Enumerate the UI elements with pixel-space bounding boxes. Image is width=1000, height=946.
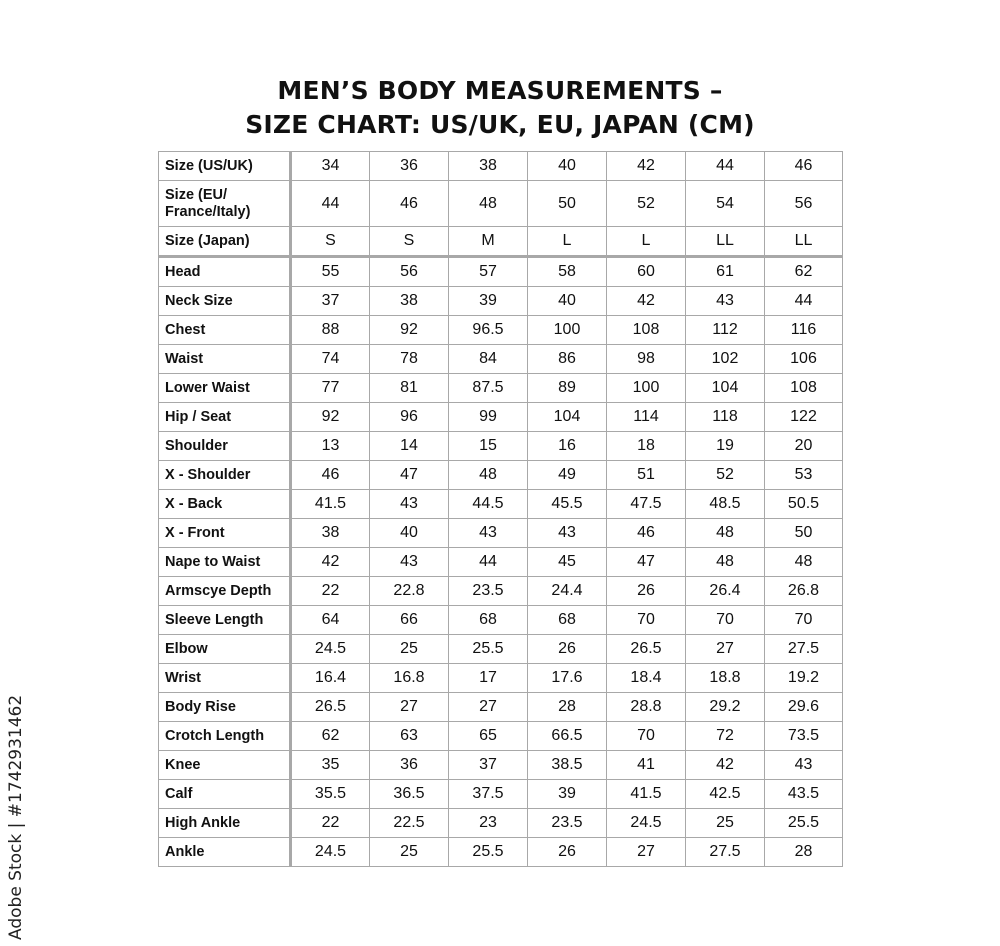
- table-cell: 27: [686, 635, 765, 664]
- table-cell: 19.2: [765, 664, 843, 693]
- table-cell: 96: [370, 403, 449, 432]
- table-cell: 27: [370, 693, 449, 722]
- row-label: Head: [159, 257, 291, 287]
- table-cell: 27.5: [765, 635, 843, 664]
- table-cell: 58: [528, 257, 607, 287]
- measurement-row: [159, 490, 843, 519]
- table-cell: 35.5: [291, 780, 370, 809]
- table-cell: 108: [765, 374, 843, 403]
- row-label: Calf: [159, 780, 291, 809]
- table-cell: L: [528, 227, 607, 257]
- table-cell: 48: [449, 461, 528, 490]
- table-cell: 24.5: [291, 635, 370, 664]
- table-cell: 16.8: [370, 664, 449, 693]
- measurement-row: [159, 316, 843, 345]
- table-cell: 36.5: [370, 780, 449, 809]
- table-cell: 72: [686, 722, 765, 751]
- table-cell: 63: [370, 722, 449, 751]
- table-cell: 64: [291, 606, 370, 635]
- row-label: High Ankle: [159, 809, 291, 838]
- size-chart-table: [158, 151, 843, 867]
- table-cell: 96.5: [449, 316, 528, 345]
- table-cell: 27: [449, 693, 528, 722]
- measurement-row: [159, 780, 843, 809]
- table-cell: 39: [528, 780, 607, 809]
- measurement-row: [159, 751, 843, 780]
- table-cell: 53: [765, 461, 843, 490]
- table-cell: 37.5: [449, 780, 528, 809]
- row-label: Size (Japan): [159, 227, 291, 257]
- table-cell: 56: [765, 181, 843, 227]
- table-cell: 49: [528, 461, 607, 490]
- table-cell: 43.5: [765, 780, 843, 809]
- table-cell: 29.2: [686, 693, 765, 722]
- table-cell: 57: [449, 257, 528, 287]
- table-cell: 38.5: [528, 751, 607, 780]
- table-cell: 38: [291, 519, 370, 548]
- row-label: Armscye Depth: [159, 577, 291, 606]
- size-row: [159, 227, 843, 257]
- table-cell: 50.5: [765, 490, 843, 519]
- table-cell: 87.5: [449, 374, 528, 403]
- measurement-row: [159, 345, 843, 374]
- table-cell: LL: [686, 227, 765, 257]
- table-cell: 37: [291, 287, 370, 316]
- measurement-row: [159, 257, 843, 287]
- table-cell: 116: [765, 316, 843, 345]
- table-cell: 39: [449, 287, 528, 316]
- table-cell: 48: [449, 181, 528, 227]
- measurement-row: [159, 635, 843, 664]
- measurement-row: [159, 577, 843, 606]
- table-cell: 25: [686, 809, 765, 838]
- table-cell: 19: [686, 432, 765, 461]
- table-cell: 40: [370, 519, 449, 548]
- table-cell: 50: [528, 181, 607, 227]
- table-cell: 28.8: [607, 693, 686, 722]
- table-cell: 43: [449, 519, 528, 548]
- row-label: X - Shoulder: [159, 461, 291, 490]
- table-cell: 92: [291, 403, 370, 432]
- table-cell: L: [607, 227, 686, 257]
- table-cell: 26.8: [765, 577, 843, 606]
- table-cell: 22: [291, 809, 370, 838]
- table-cell: 46: [291, 461, 370, 490]
- table-cell: 48: [686, 519, 765, 548]
- table-cell: 13: [291, 432, 370, 461]
- table-cell: 40: [528, 152, 607, 181]
- table-cell: 68: [528, 606, 607, 635]
- table-cell: 65: [449, 722, 528, 751]
- table-cell: 48: [765, 548, 843, 577]
- table-cell: 25: [370, 635, 449, 664]
- table-cell: 112: [686, 316, 765, 345]
- table-cell: 25.5: [449, 838, 528, 867]
- table-cell: 26: [607, 577, 686, 606]
- row-label: X - Front: [159, 519, 291, 548]
- row-label: Hip / Seat: [159, 403, 291, 432]
- table-cell: 102: [686, 345, 765, 374]
- table-cell: 74: [291, 345, 370, 374]
- table-cell: S: [291, 227, 370, 257]
- table-cell: 40: [528, 287, 607, 316]
- table-cell: 26.5: [291, 693, 370, 722]
- table-cell: 51: [607, 461, 686, 490]
- row-label: Body Rise: [159, 693, 291, 722]
- table-cell: 78: [370, 345, 449, 374]
- measurement-row: [159, 432, 843, 461]
- table-cell: 118: [686, 403, 765, 432]
- table-cell: 43: [686, 287, 765, 316]
- table-cell: 23: [449, 809, 528, 838]
- table-cell: 70: [765, 606, 843, 635]
- row-label: Sleeve Length: [159, 606, 291, 635]
- table-cell: 42: [607, 287, 686, 316]
- table-cell: 55: [291, 257, 370, 287]
- table-cell: 52: [607, 181, 686, 227]
- row-label: Lower Waist: [159, 374, 291, 403]
- table-cell: 22.8: [370, 577, 449, 606]
- table-cell: 70: [607, 606, 686, 635]
- table-cell: 18.4: [607, 664, 686, 693]
- stock-credit: Adobe Stock | #1742931462: [6, 694, 26, 940]
- table-cell: 62: [291, 722, 370, 751]
- row-label: Crotch Length: [159, 722, 291, 751]
- table-cell: 25.5: [449, 635, 528, 664]
- title-line-2: SIZE CHART: US/UK, EU, JAPAN (CM): [245, 110, 755, 139]
- table-cell: 44.5: [449, 490, 528, 519]
- table-cell: 88: [291, 316, 370, 345]
- table-cell: 61: [686, 257, 765, 287]
- table-cell: 27: [607, 838, 686, 867]
- row-label: Ankle: [159, 838, 291, 867]
- table-cell: 18: [607, 432, 686, 461]
- table-cell: 43: [370, 548, 449, 577]
- size-row: [159, 152, 843, 181]
- table-cell: 47: [370, 461, 449, 490]
- table-cell: S: [370, 227, 449, 257]
- table-cell: 48.5: [686, 490, 765, 519]
- table-cell: 26.4: [686, 577, 765, 606]
- table-cell: 44: [686, 152, 765, 181]
- measurement-row: [159, 606, 843, 635]
- table-cell: 16: [528, 432, 607, 461]
- row-label: Wrist: [159, 664, 291, 693]
- table-cell: 43: [765, 751, 843, 780]
- table-cell: 54: [686, 181, 765, 227]
- table-cell: 41.5: [291, 490, 370, 519]
- measurement-row: [159, 374, 843, 403]
- table-cell: 17.6: [528, 664, 607, 693]
- chart-title: [0, 74, 1000, 142]
- table-cell: 48: [686, 548, 765, 577]
- measurement-row: [159, 722, 843, 751]
- table-cell: 73.5: [765, 722, 843, 751]
- table-cell: 36: [370, 152, 449, 181]
- row-label: Knee: [159, 751, 291, 780]
- table-cell: 44: [291, 181, 370, 227]
- measurement-row: [159, 809, 843, 838]
- table-cell: 86: [528, 345, 607, 374]
- table-cell: 29.6: [765, 693, 843, 722]
- table-cell: 43: [370, 490, 449, 519]
- row-label: Shoulder: [159, 432, 291, 461]
- row-label: Chest: [159, 316, 291, 345]
- table-cell: 16.4: [291, 664, 370, 693]
- table-cell: 22: [291, 577, 370, 606]
- table-cell: 42.5: [686, 780, 765, 809]
- table-cell: 98: [607, 345, 686, 374]
- table-cell: 37: [449, 751, 528, 780]
- table-cell: 27.5: [686, 838, 765, 867]
- table-cell: 100: [528, 316, 607, 345]
- table-cell: 44: [765, 287, 843, 316]
- table-cell: 70: [686, 606, 765, 635]
- measurement-row: [159, 693, 843, 722]
- table-cell: LL: [765, 227, 843, 257]
- title-line-1: MEN’S BODY MEASUREMENTS –: [277, 76, 723, 105]
- table-cell: 23.5: [449, 577, 528, 606]
- table-cell: 100: [607, 374, 686, 403]
- table-cell: 34: [291, 152, 370, 181]
- measurement-row: [159, 838, 843, 867]
- table-cell: 18.8: [686, 664, 765, 693]
- table-cell: 28: [528, 693, 607, 722]
- measurement-row: [159, 461, 843, 490]
- row-label: Size (US/UK): [159, 152, 291, 181]
- table-cell: 41.5: [607, 780, 686, 809]
- table-cell: 47: [607, 548, 686, 577]
- table-cell: 25.5: [765, 809, 843, 838]
- table-cell: 47.5: [607, 490, 686, 519]
- table-cell: 108: [607, 316, 686, 345]
- table-cell: 70: [607, 722, 686, 751]
- table-cell: M: [449, 227, 528, 257]
- table-cell: 46: [370, 181, 449, 227]
- table-cell: 45.5: [528, 490, 607, 519]
- table-cell: 89: [528, 374, 607, 403]
- table-cell: 38: [370, 287, 449, 316]
- table-cell: 84: [449, 345, 528, 374]
- table-cell: 36: [370, 751, 449, 780]
- table-cell: 99: [449, 403, 528, 432]
- table-cell: 62: [765, 257, 843, 287]
- table-cell: 46: [765, 152, 843, 181]
- table-cell: 68: [449, 606, 528, 635]
- table-cell: 56: [370, 257, 449, 287]
- row-label: Size (EU/ France/Italy): [159, 181, 291, 227]
- table-cell: 104: [686, 374, 765, 403]
- table-cell: 24.4: [528, 577, 607, 606]
- table-cell: 46: [607, 519, 686, 548]
- table-cell: 81: [370, 374, 449, 403]
- table-cell: 15: [449, 432, 528, 461]
- row-label: Nape to Waist: [159, 548, 291, 577]
- table-cell: 45: [528, 548, 607, 577]
- table-cell: 17: [449, 664, 528, 693]
- table-cell: 104: [528, 403, 607, 432]
- table-cell: 92: [370, 316, 449, 345]
- table-cell: 42: [291, 548, 370, 577]
- table-cell: 35: [291, 751, 370, 780]
- table-cell: 60: [607, 257, 686, 287]
- table-cell: 14: [370, 432, 449, 461]
- table-cell: 42: [607, 152, 686, 181]
- table-cell: 38: [449, 152, 528, 181]
- table-cell: 22.5: [370, 809, 449, 838]
- measurement-row: [159, 403, 843, 432]
- measurement-row: [159, 548, 843, 577]
- table-cell: 43: [528, 519, 607, 548]
- table-cell: 24.5: [291, 838, 370, 867]
- measurement-row: [159, 519, 843, 548]
- measurement-row: [159, 287, 843, 316]
- row-label: X - Back: [159, 490, 291, 519]
- table-cell: 52: [686, 461, 765, 490]
- row-label: Waist: [159, 345, 291, 374]
- table-cell: 44: [449, 548, 528, 577]
- table-cell: 23.5: [528, 809, 607, 838]
- table-cell: 66.5: [528, 722, 607, 751]
- table-cell: 26: [528, 838, 607, 867]
- size-row: [159, 181, 843, 227]
- table-cell: 28: [765, 838, 843, 867]
- row-label: Neck Size: [159, 287, 291, 316]
- row-label: Elbow: [159, 635, 291, 664]
- measurement-row: [159, 664, 843, 693]
- table-cell: 42: [686, 751, 765, 780]
- table-cell: 26: [528, 635, 607, 664]
- table-cell: 114: [607, 403, 686, 432]
- table-cell: 106: [765, 345, 843, 374]
- table-cell: 20: [765, 432, 843, 461]
- table-cell: 66: [370, 606, 449, 635]
- table-cell: 122: [765, 403, 843, 432]
- table-cell: 41: [607, 751, 686, 780]
- table-cell: 24.5: [607, 809, 686, 838]
- table-cell: 77: [291, 374, 370, 403]
- table-cell: 26.5: [607, 635, 686, 664]
- table-cell: 50: [765, 519, 843, 548]
- table-cell: 25: [370, 838, 449, 867]
